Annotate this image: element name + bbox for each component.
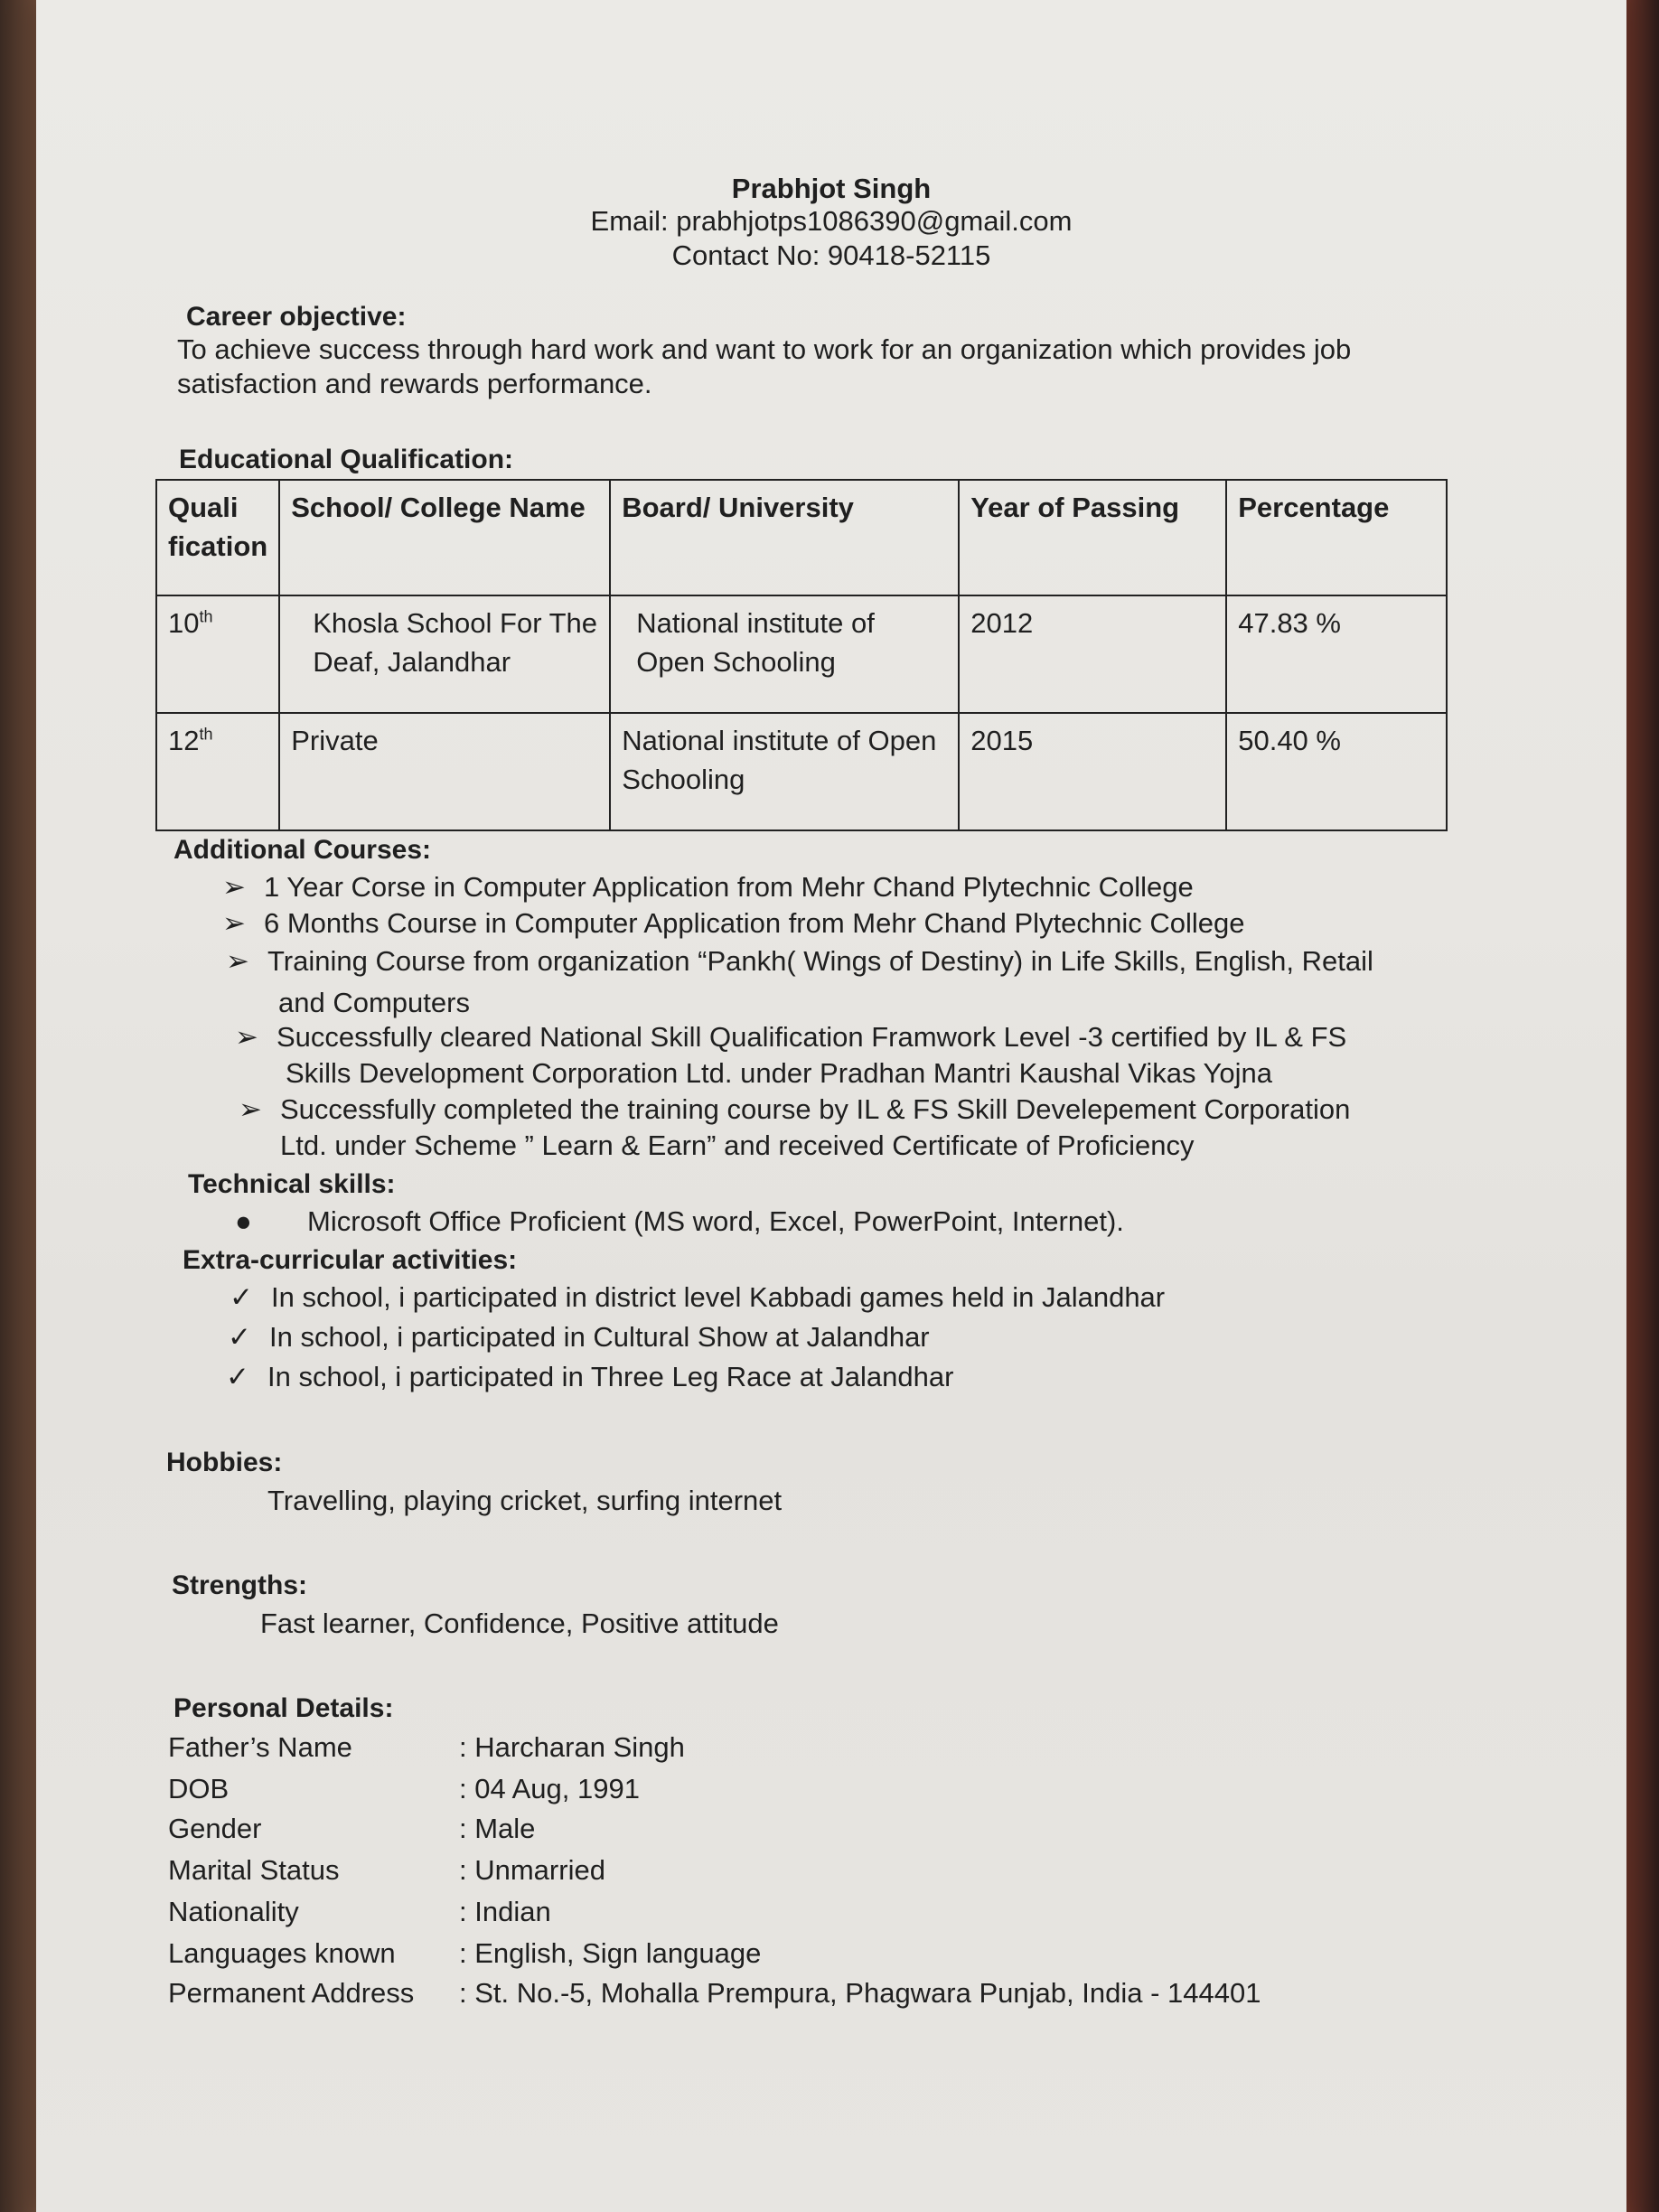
resume-page xyxy=(36,0,1626,2212)
list-item-continuation: and Computers xyxy=(278,987,470,1018)
school-cell: Private xyxy=(279,713,610,830)
arrow-bullet-icon: ➢ xyxy=(222,871,246,903)
personal-value: : St. No.-5, Mohalla Prempura, Phagwara Punjab, India - 144401 xyxy=(459,1977,1261,2009)
percentage-cell: 47.83 % xyxy=(1226,595,1447,713)
list-item: ● Microsoft Office Proficient (MS word, Excel, PowerPoint, Internet). xyxy=(235,1204,1124,1240)
list-item: ✓ In school, i participated in Cultural Show at Jalandhar xyxy=(228,1319,930,1355)
list-item: ➢ 1 Year Corse in Computer Application from Mehr Chand Plytechnic College xyxy=(222,869,1194,905)
qualification-cell: 10th xyxy=(156,595,279,713)
list-item: ➢ Successfully cleared National Skill Qualification Framwork Level -3 certified by IL & FS xyxy=(235,1019,1346,1055)
table-row xyxy=(156,713,1447,830)
strengths-text: Fast learner, Confidence, Positive attitude xyxy=(260,1607,779,1639)
arrow-bullet-icon: ➢ xyxy=(222,907,246,939)
education-heading: Educational Qualification: xyxy=(179,445,514,474)
board-cell: National institute of Open Schooling xyxy=(610,595,959,713)
personal-label: Gender xyxy=(168,1813,262,1844)
email-line: Email: prabhjotps1086390@gmail.com xyxy=(590,205,1073,237)
list-item: ➢ Successfully completed the training course by IL & FS Skill Develepement Corporation xyxy=(239,1092,1350,1128)
personal-value: : Male xyxy=(459,1813,536,1844)
personal-value: : 04 Aug, 1991 xyxy=(459,1773,640,1804)
col-percentage: Percentage xyxy=(1226,480,1447,595)
list-item: ➢ Training Course from organization “Pankh( Wings of Destiny) in Life Skills, English, Retail xyxy=(226,943,1373,979)
technical-skills-heading: Technical skills: xyxy=(188,1169,396,1199)
school-cell: Khosla School For The Deaf, Jalandhar xyxy=(279,595,610,713)
col-year: Year of Passing xyxy=(959,480,1226,595)
list-item: ➢ 6 Months Course in Computer Application from Mehr Chand Plytechnic College xyxy=(222,905,1245,942)
hobbies-heading: Hobbies: xyxy=(166,1448,283,1477)
hobbies-text: Travelling, playing cricket, surfing internet xyxy=(267,1485,783,1516)
year-cell: 2015 xyxy=(959,713,1226,830)
contact-line: Contact No: 90418-52115 xyxy=(671,239,991,271)
arrow-bullet-icon: ➢ xyxy=(239,1093,262,1125)
list-item-continuation: Ltd. under Scheme ” Learn & Earn” and received Certificate of Proficiency xyxy=(280,1129,1195,1161)
percentage-cell: 50.40 % xyxy=(1226,713,1447,830)
arrow-bullet-icon: ➢ xyxy=(226,945,249,977)
checkmark-icon: ✓ xyxy=(228,1321,251,1353)
arrow-bullet-icon: ➢ xyxy=(235,1021,258,1053)
personal-label: Nationality xyxy=(168,1896,299,1927)
personal-value: : Indian xyxy=(459,1896,551,1927)
personal-value: : Harcharan Singh xyxy=(459,1731,685,1763)
personal-label: DOB xyxy=(168,1773,230,1804)
personal-details-heading: Personal Details: xyxy=(173,1693,394,1723)
career-objective-line-1: To achieve success through hard work and want to work for an organization which provides job xyxy=(177,333,1352,365)
personal-label: Marital Status xyxy=(168,1854,340,1886)
list-item: ✓ In school, i participated in Three Leg Race at Jalandhar xyxy=(226,1359,953,1395)
col-school: School/ College Name xyxy=(279,480,610,595)
col-board: Board/ University xyxy=(610,480,959,595)
education-table xyxy=(155,479,1448,831)
education-header-row xyxy=(156,480,1447,595)
dot-bullet-icon: ● xyxy=(235,1205,252,1237)
year-cell: 2012 xyxy=(959,595,1226,713)
personal-value: : English, Sign language xyxy=(459,1937,762,1969)
career-objective-heading: Career objective: xyxy=(186,302,407,332)
candidate-name: Prabhjot Singh xyxy=(731,173,932,204)
checkmark-icon: ✓ xyxy=(230,1281,253,1313)
career-objective-line-2: satisfaction and rewards performance. xyxy=(177,368,652,399)
personal-value: : Unmarried xyxy=(459,1854,605,1886)
col-qualification: Quali fication xyxy=(156,480,279,595)
personal-label: Father’s Name xyxy=(168,1731,352,1763)
personal-label: Permanent Address xyxy=(168,1977,415,2009)
additional-courses-heading: Additional Courses: xyxy=(173,835,432,865)
list-item: ✓ In school, i participated in district level Kabbadi games held in Jalandhar xyxy=(230,1279,1165,1316)
list-item-continuation: Skills Development Corporation Ltd. under Pradhan Mantri Kaushal Vikas Yojna xyxy=(286,1057,1272,1089)
qualification-cell: 12th xyxy=(156,713,279,830)
board-cell: National institute of Open Schooling xyxy=(610,713,959,830)
strengths-heading: Strengths: xyxy=(172,1570,307,1600)
personal-label: Languages known xyxy=(168,1937,396,1969)
extra-curricular-heading: Extra-curricular activities: xyxy=(183,1245,518,1275)
table-row xyxy=(156,595,1447,713)
checkmark-icon: ✓ xyxy=(226,1361,249,1392)
